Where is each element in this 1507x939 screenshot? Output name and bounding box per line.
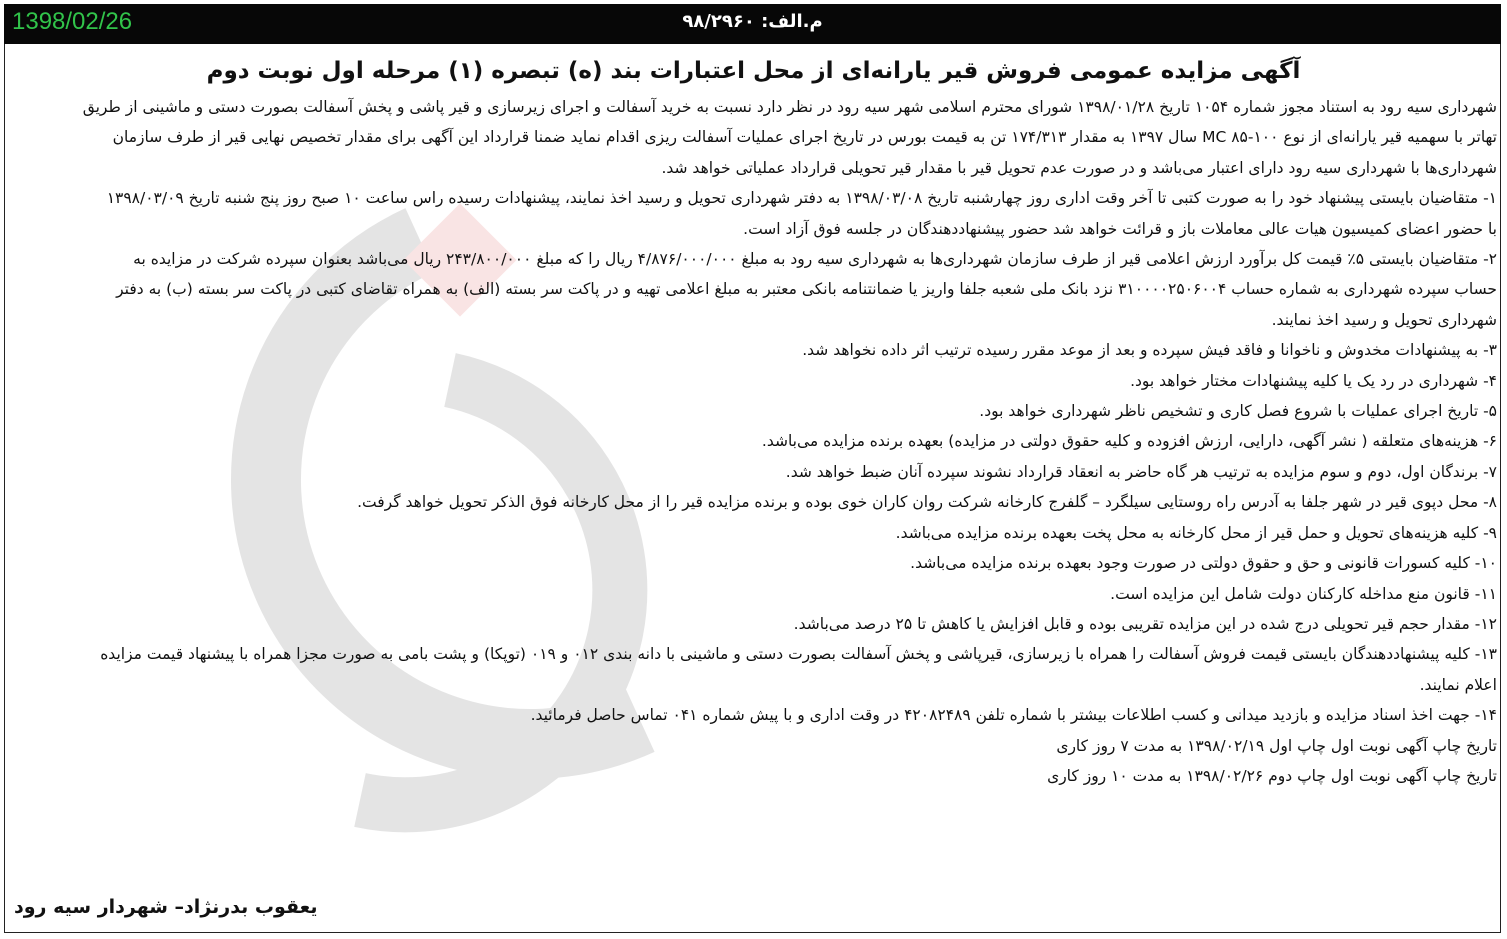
- notice-line: ۸- محل دپوی قیر در شهر جلفا به آدرس راه روستایی سیلگرد – گلفرج کارخانه شرکت روان کاران خوی بوده و برنده مزایده قیر را از محل کارخانه فوق الذکر تحویل خواهد گرفت.: [357, 493, 1497, 512]
- notice-line: ۶- هزینه‌های متعلقه ( نشر آگهی، دارایی، ارزش افزوده و کلیه حقوق دولتی در مزایده) بعهده برنده مزایده می‌باشد.: [761, 432, 1497, 451]
- notice-line: حساب سپرده شهرداری به شماره حساب ۳۱۰۰۰۰۲۵۰۶۰۰۴ نزد بانک ملی شعبه جلفا واریز یا ضمانتنامه بانکی معتبر به مبلغ اعلامی تهیه و در پاکت سر بسته (الف) به همراه تقاضای کتبی در پاکت سر بسته (ب) به دفتر: [116, 280, 1497, 299]
- header-bar: [4, 4, 1501, 44]
- notice-line: ۱۳- کلیه پیشنهاددهندگان بایستی قیمت فروش آسفالت را همراه با زیرسازی، قیرپاشی و پخش آسفالت بصورت دستی و ماشینی با دانه بندی ۰۱۲ و ۰۱۹ (توپکا) و پشت بامی به صورت مجزا همراه با پیشنهاد قیمت مزایده: [100, 645, 1497, 664]
- notice-line: ۱۴- جهت اخذ اسناد مزایده و بازدید میدانی و کسب اطلاعات بیشتر با شماره تلفن ۴۲۰۸۲۴۸۹ در وقت اداری و با پیش شماره ۰۴۱ تماس حاصل فرمائید.: [530, 706, 1497, 725]
- notice-body: [10, 54, 1497, 791]
- notice-line: تاریخ چاپ آگهی نوبت اول چاپ دوم ۱۳۹۸/۰۲/۲۶ به مدت ۱۰ روز کاری: [1047, 766, 1497, 785]
- publish-date: 1398/02/26: [12, 8, 133, 35]
- notice-line: شهرداری سیه رود به استناد مجوز شماره ۱۰۵۴ تاریخ ۱۳۹۸/۰۱/۲۸ شورای محترم اسلامی شهر سیه رود در نظر دارد نسبت به خرید آسفالت و اجرای زیرسازی و قیر پاشی و پخش آسفالت بصورت دستی و ماشینی از طریق: [82, 98, 1497, 116]
- notice-title: آگهی مزایده عمومی فروش قیر یارانه‌ای از محل اعتبارات بند (ه) تبصره (۱) مرحله اول نوبت دوم: [206, 58, 1301, 84]
- notice-line: شهرداری تحویل و رسید اخذ نمایند.: [1271, 310, 1497, 329]
- notice-line: ۳- به پیشنهادات مخدوش و ناخوانا و فاقد فیش سپرده و بعد از موعد مقرر رسیده ترتیب اثر داده نخواهد شد.: [802, 341, 1497, 360]
- notice-line: ۲- متقاضیان بایستی ۵٪ قیمت کل برآورد ارزش اعلامی قیر از طرف سازمان شهرداری‌ها به شهرداری سیه رود به مبلغ ۴/۸۷۶/۰۰۰/۰۰۰ ریال را که مبلغ ۲۴۳/۸۰۰/۰۰۰ ریال می‌باشد بعنوان سپرده شرکت در مزایده به: [133, 250, 1497, 269]
- notice-line: اعلام نمایند.: [1419, 675, 1497, 694]
- notice-line: ۱۲- مقدار حجم قیر تحویلی درج شده در این مزایده تقریبی بوده و قابل افزایش یا کاهش تا ۲۵ درصد می‌باشد.: [793, 614, 1497, 633]
- notice-line: تاریخ چاپ آگهی نوبت اول چاپ اول ۱۳۹۸/۰۲/۱۹ به مدت ۷ روز کاری: [1056, 736, 1497, 755]
- notice-line: ۱- متقاضیان بایستی پیشنهاد خود را به صورت کتبی تا آخر وقت اداری روز چهارشنبه تاریخ ۱۳۹۸/۰۳/۰۸ به دفتر شهرداری تحویل و رسید اخذ نمایند، پیشنهادات رسیده راس ساعت ۱۰ صبح روز پنج شنبه تاریخ ۱۳۹۸/۰۳/۰۹: [106, 189, 1497, 208]
- notice-code: م.الف: ۹۸/۲۹۶۰: [682, 11, 823, 32]
- notice-lines: [10, 92, 1497, 791]
- notice-line: ۵- تاریخ اجرای عملیات با شروع فصل کاری و تشخیص ناظر شهرداری خواهد بود.: [979, 402, 1497, 421]
- notice-line: ۷- برندگان اول، دوم و سوم مزایده به ترتیب هر گاه حاضر به انعقاد قرارداد نشوند سپرده آنان ضبط خواهد شد.: [785, 462, 1497, 481]
- notice-line: ۹- کلیه هزینه‌های تحویل و حمل قیر از محل کارخانه به محل پخت بعهده برنده مزایده می‌باشد.: [895, 523, 1497, 542]
- signature: یعقوب بدرنژاد– شهردار سیه رود: [14, 896, 318, 918]
- notice-line: با حضور اعضای کمیسیون هیات عالی معاملات باز و قرائت خواهد شد حضور پیشنهاددهندگان در جلسه فوق آزاد است.: [743, 219, 1497, 238]
- notice-line: ۱۱- قانون منع مداخله کارکنان دولت شامل این مزایده است.: [1110, 584, 1497, 603]
- notice-line: ۱۰- کلیه کسورات قانونی و حق و حقوق دولتی در صورت وجود بعهده برنده مزایده می‌باشد.: [910, 554, 1497, 573]
- notice-line: ۴- شهرداری در رد یک یا کلیه پیشنهادات مختار خواهد بود.: [1130, 371, 1497, 390]
- notice-line: شهرداری‌ها با شهرداری سیه رود دارای اعتبار می‌باشد و در صورت عدم تحویل قیر با مقدار قیر تحویلی قرارداد عملیاتی خواهد شد.: [661, 158, 1497, 177]
- notice-line: تهاتر با سهمیه قیر یارانه‌ای از نوع ۱۰۰-۸۵ MC سال ۱۳۹۷ به مقدار ۱۷۴/۳۱۳ تن به قیمت بورس در تاریخ اجرای عملیات آسفالت ریزی اقدام نماید ضمنا قرارداد این آگهی برای مقدار تخصیص نهایی قیر از طرف سازمان: [112, 128, 1497, 147]
